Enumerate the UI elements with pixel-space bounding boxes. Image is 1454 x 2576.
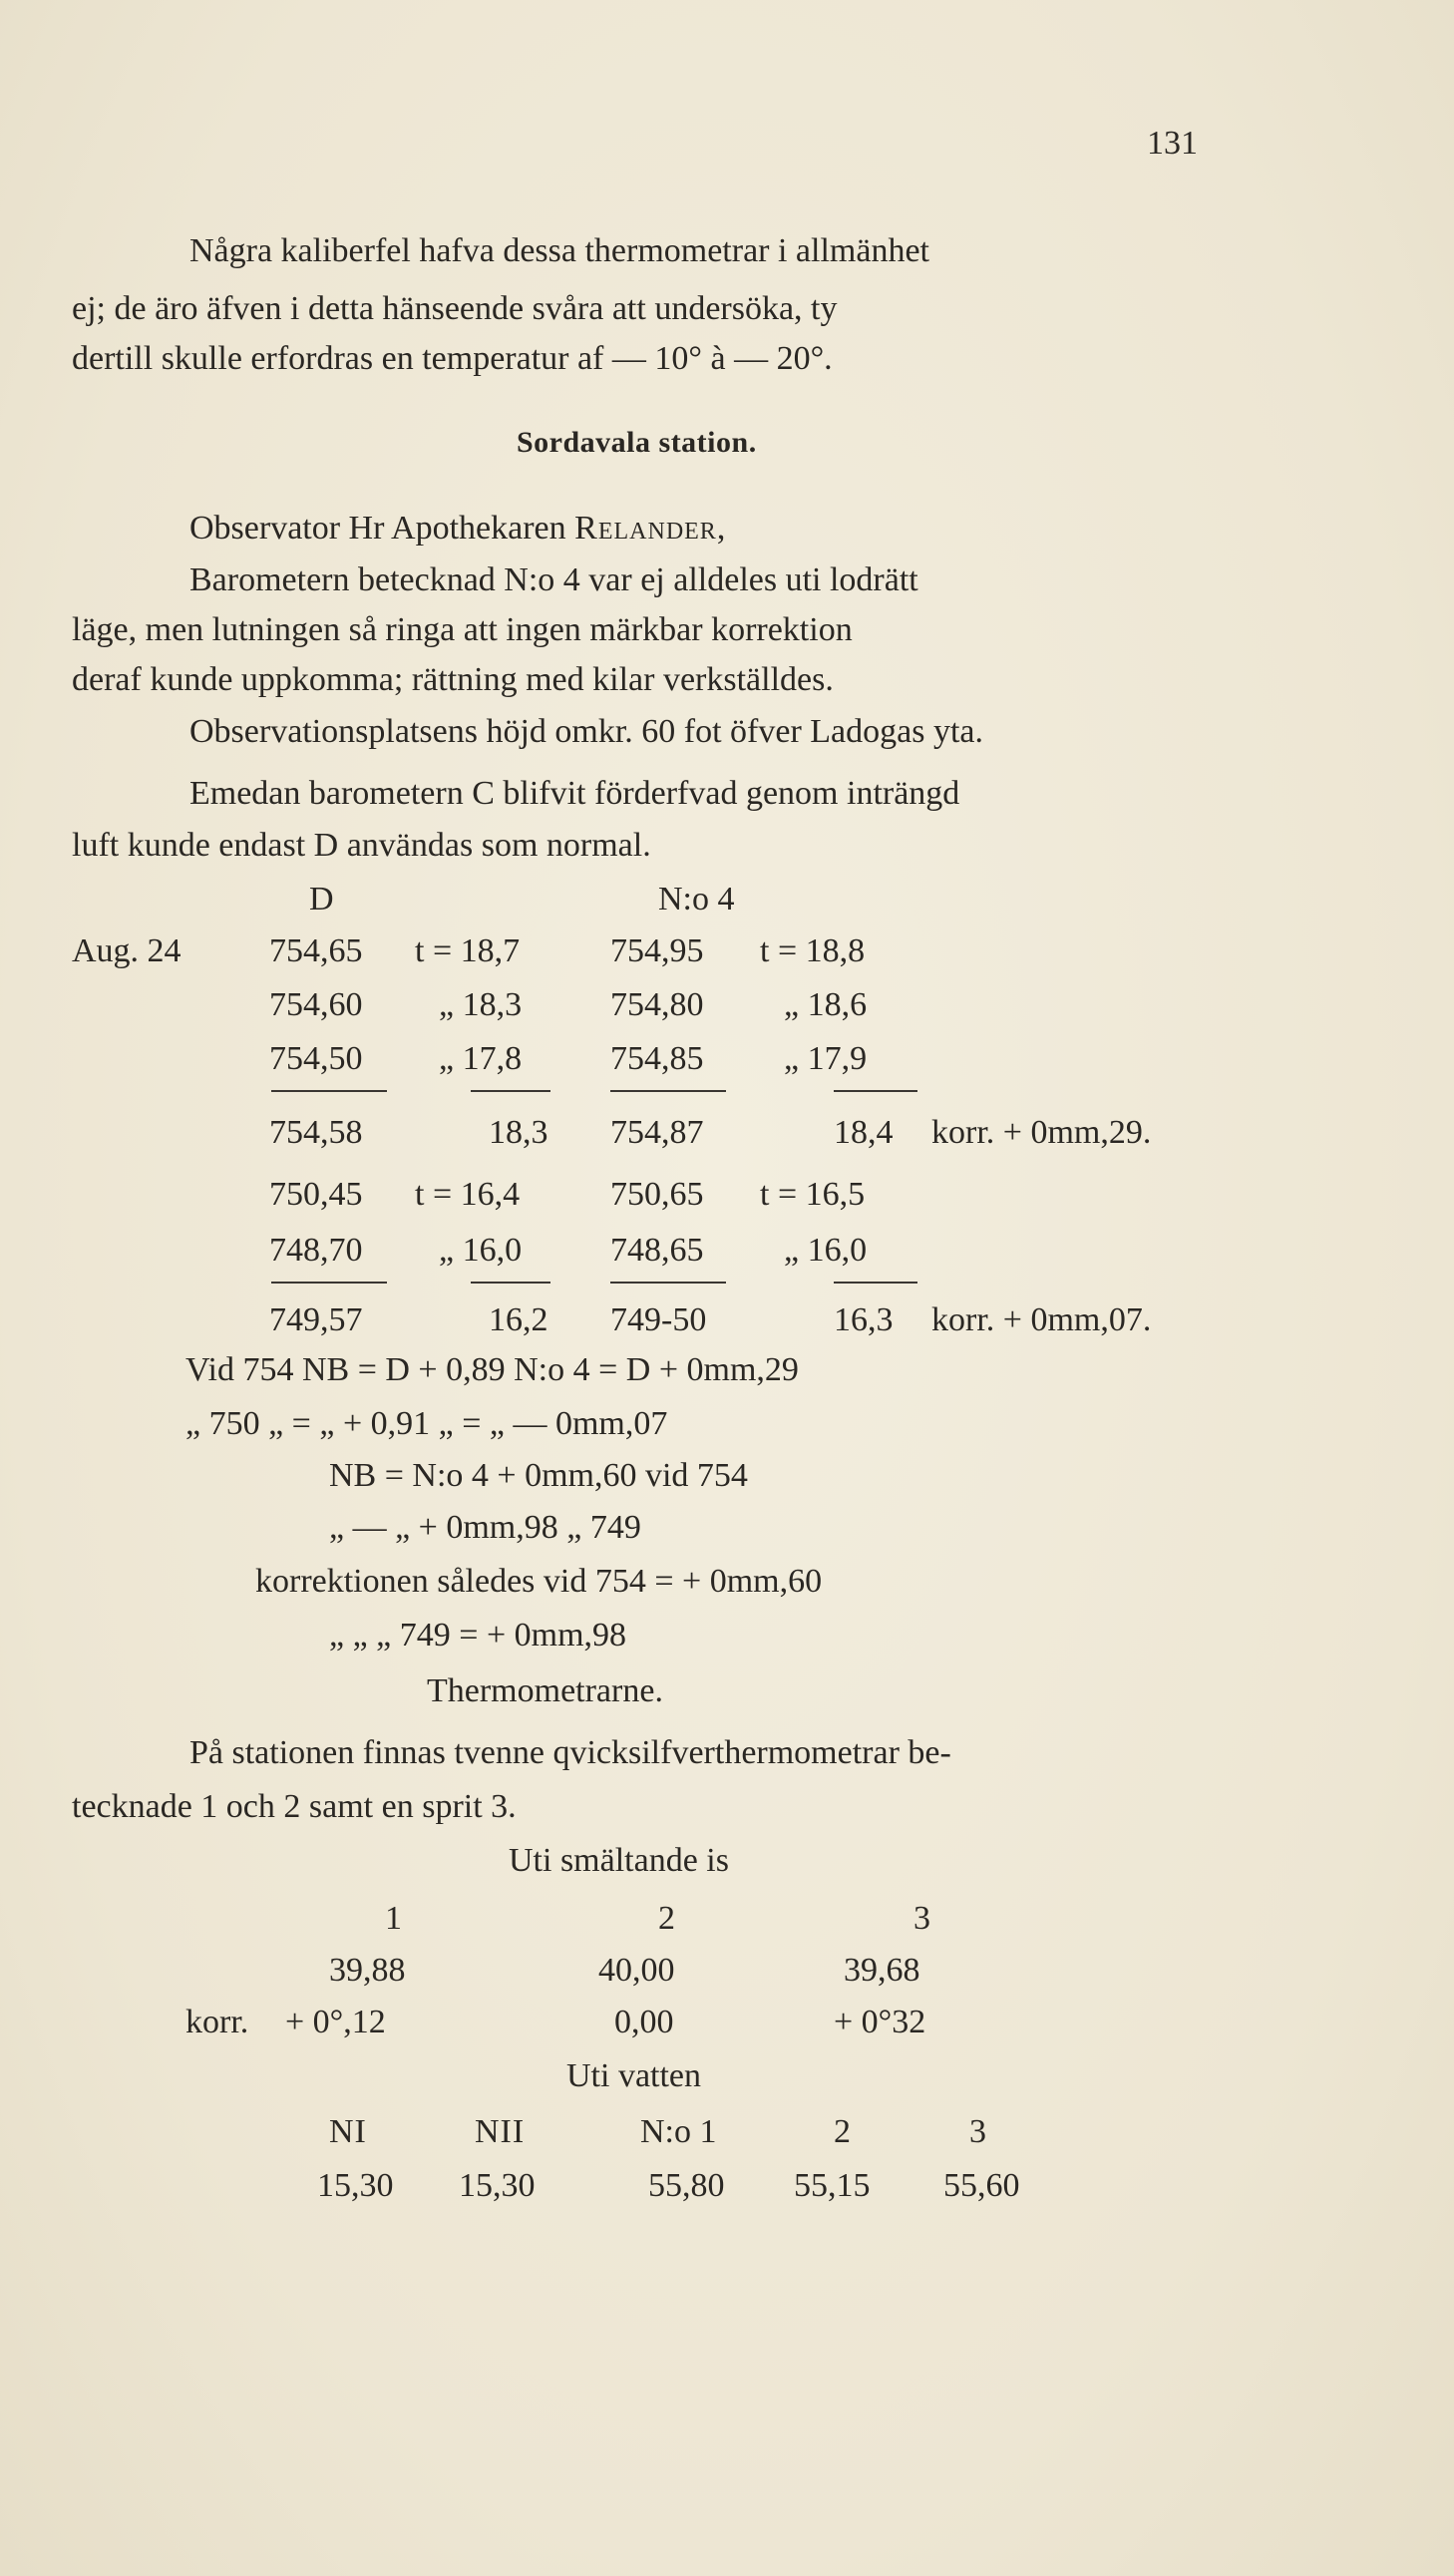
water-head: NII bbox=[475, 2113, 526, 2150]
table-cell: 754,95 bbox=[610, 932, 704, 969]
water-head: 2 bbox=[834, 2113, 851, 2150]
sum-rule bbox=[610, 1090, 726, 1092]
ice-head: 3 bbox=[913, 1900, 930, 1937]
intro-line-3: dertill skulle erfordras en temperatur af — 10° à — 20°. bbox=[72, 340, 833, 377]
table-cell: 754,80 bbox=[610, 986, 704, 1023]
body-line-1: Barometern betecknad N:o 4 var ej alldeles uti lodrätt bbox=[189, 561, 918, 598]
body-line-4: Observationsplatsens höjd omkr. 60 fot öfver Ladogas yta. bbox=[189, 713, 984, 750]
table-head-n4: N:o 4 bbox=[658, 881, 735, 918]
observer-line bbox=[189, 509, 725, 549]
table-cell: „ 17,9 bbox=[784, 1040, 868, 1077]
ice-value: 39,88 bbox=[329, 1952, 406, 1989]
ice-title: Uti smältande is bbox=[509, 1842, 729, 1879]
body-line-2: läge, men lutningen så ringa att ingen märkbar korrektion bbox=[72, 611, 853, 648]
water-head: N:o 1 bbox=[640, 2113, 717, 2150]
vid-line-5: korrektionen således vid 754 = + 0mm,60 bbox=[255, 1563, 823, 1600]
thermo-line-1: På stationen finnas tvenne qvicksilfverthermometrar be- bbox=[189, 1734, 951, 1771]
water-value: 15,30 bbox=[459, 2167, 536, 2204]
vid-line-1: Vid 754 NB = D + 0,89 N:o 4 = D + 0mm,29 bbox=[185, 1351, 799, 1388]
body-line-5: Emedan barometern C blifvit förderfvad genom inträngd bbox=[189, 775, 960, 812]
ice-korr: + 0°32 bbox=[834, 2004, 926, 2040]
ice-value: 40,00 bbox=[598, 1952, 675, 1989]
table-cell: 750,45 bbox=[269, 1176, 363, 1213]
mean-cell: 18,3 bbox=[489, 1114, 548, 1151]
mean-cell: 749,57 bbox=[269, 1301, 363, 1338]
ice-korr: 0,00 bbox=[614, 2004, 674, 2040]
observer-name: Relander bbox=[574, 510, 717, 547]
vid-line-2: „ 750 „ = „ + 0,91 „ = „ — 0mm,07 bbox=[185, 1405, 668, 1442]
page-number: 131 bbox=[1147, 125, 1198, 162]
mean-cell: 749-50 bbox=[610, 1301, 707, 1338]
water-value: 15,30 bbox=[317, 2167, 394, 2204]
table-cell: 754,50 bbox=[269, 1040, 363, 1077]
vid-line-6: „ „ „ 749 = + 0mm,98 bbox=[329, 1617, 627, 1654]
vid-line-4: „ — „ + 0mm,98 „ 749 bbox=[329, 1509, 641, 1546]
sum-rule bbox=[271, 1282, 387, 1284]
thermo-line-2: tecknade 1 och 2 samt en sprit 3. bbox=[72, 1788, 517, 1825]
body-line-6: luft kunde endast D användas som normal. bbox=[72, 827, 651, 864]
table-cell: 748,65 bbox=[610, 1232, 704, 1269]
water-value: 55,60 bbox=[943, 2167, 1020, 2204]
table-cell: „ 16,0 bbox=[784, 1232, 868, 1269]
table-cell: 754,60 bbox=[269, 986, 363, 1023]
water-value: 55,80 bbox=[648, 2167, 725, 2204]
intro-line-1: Några kaliberfel hafva dessa thermometrar i allmänhet bbox=[189, 232, 929, 269]
observer-suffix: , bbox=[716, 510, 726, 547]
correction-note: korr. + 0mm,29. bbox=[931, 1114, 1152, 1151]
body-line-3: deraf kunde uppkomma; rättning med kilar verkställdes. bbox=[72, 661, 834, 698]
table-cell: 754,65 bbox=[269, 932, 363, 969]
table-cell: 754,85 bbox=[610, 1040, 704, 1077]
table-cell: „ 18,3 bbox=[439, 986, 523, 1023]
sum-rule bbox=[834, 1090, 917, 1092]
table-cell: 748,70 bbox=[269, 1232, 363, 1269]
table-cell: „ 16,0 bbox=[439, 1232, 523, 1269]
table-cell: 750,65 bbox=[610, 1176, 704, 1213]
sum-rule bbox=[834, 1282, 917, 1284]
water-head: NI bbox=[329, 2113, 367, 2150]
table-date: Aug. 24 bbox=[72, 932, 182, 969]
sum-rule bbox=[610, 1282, 726, 1284]
table-cell: t = 16,5 bbox=[760, 1176, 866, 1213]
correction-note: korr. + 0mm,07. bbox=[931, 1301, 1152, 1338]
mean-cell: 18,4 bbox=[834, 1114, 894, 1151]
sum-rule bbox=[471, 1282, 550, 1284]
sum-rule bbox=[471, 1090, 550, 1092]
table-cell: t = 18,7 bbox=[415, 932, 521, 969]
intro-line-2: ej; de äro äfven i detta hänseende svåra att undersöka, ty bbox=[72, 290, 838, 327]
observer-prefix: Observator Hr Apothekaren bbox=[189, 510, 566, 547]
ice-value: 39,68 bbox=[844, 1952, 920, 1989]
ice-head: 2 bbox=[658, 1900, 675, 1937]
sum-rule bbox=[271, 1090, 387, 1092]
mean-cell: 16,2 bbox=[489, 1301, 548, 1338]
mean-cell: 16,3 bbox=[834, 1301, 894, 1338]
ice-korr-label: korr. bbox=[185, 2004, 249, 2040]
water-head: 3 bbox=[969, 2113, 986, 2150]
table-cell: „ 17,8 bbox=[439, 1040, 523, 1077]
section-title: Sordavala station. bbox=[517, 426, 757, 459]
ice-korr: + 0°,12 bbox=[285, 2004, 386, 2040]
water-value: 55,15 bbox=[794, 2167, 871, 2204]
thermo-title: Thermometrarne. bbox=[427, 1672, 663, 1709]
table-cell: t = 16,4 bbox=[415, 1176, 521, 1213]
mean-cell: 754,87 bbox=[610, 1114, 704, 1151]
water-title: Uti vatten bbox=[566, 2057, 702, 2094]
ice-head: 1 bbox=[385, 1900, 402, 1937]
table-head-d: D bbox=[309, 881, 334, 918]
mean-cell: 754,58 bbox=[269, 1114, 363, 1151]
table-cell: „ 18,6 bbox=[784, 986, 868, 1023]
table-cell: t = 18,8 bbox=[760, 932, 866, 969]
vid-line-3: NB = N:o 4 + 0mm,60 vid 754 bbox=[329, 1457, 748, 1494]
